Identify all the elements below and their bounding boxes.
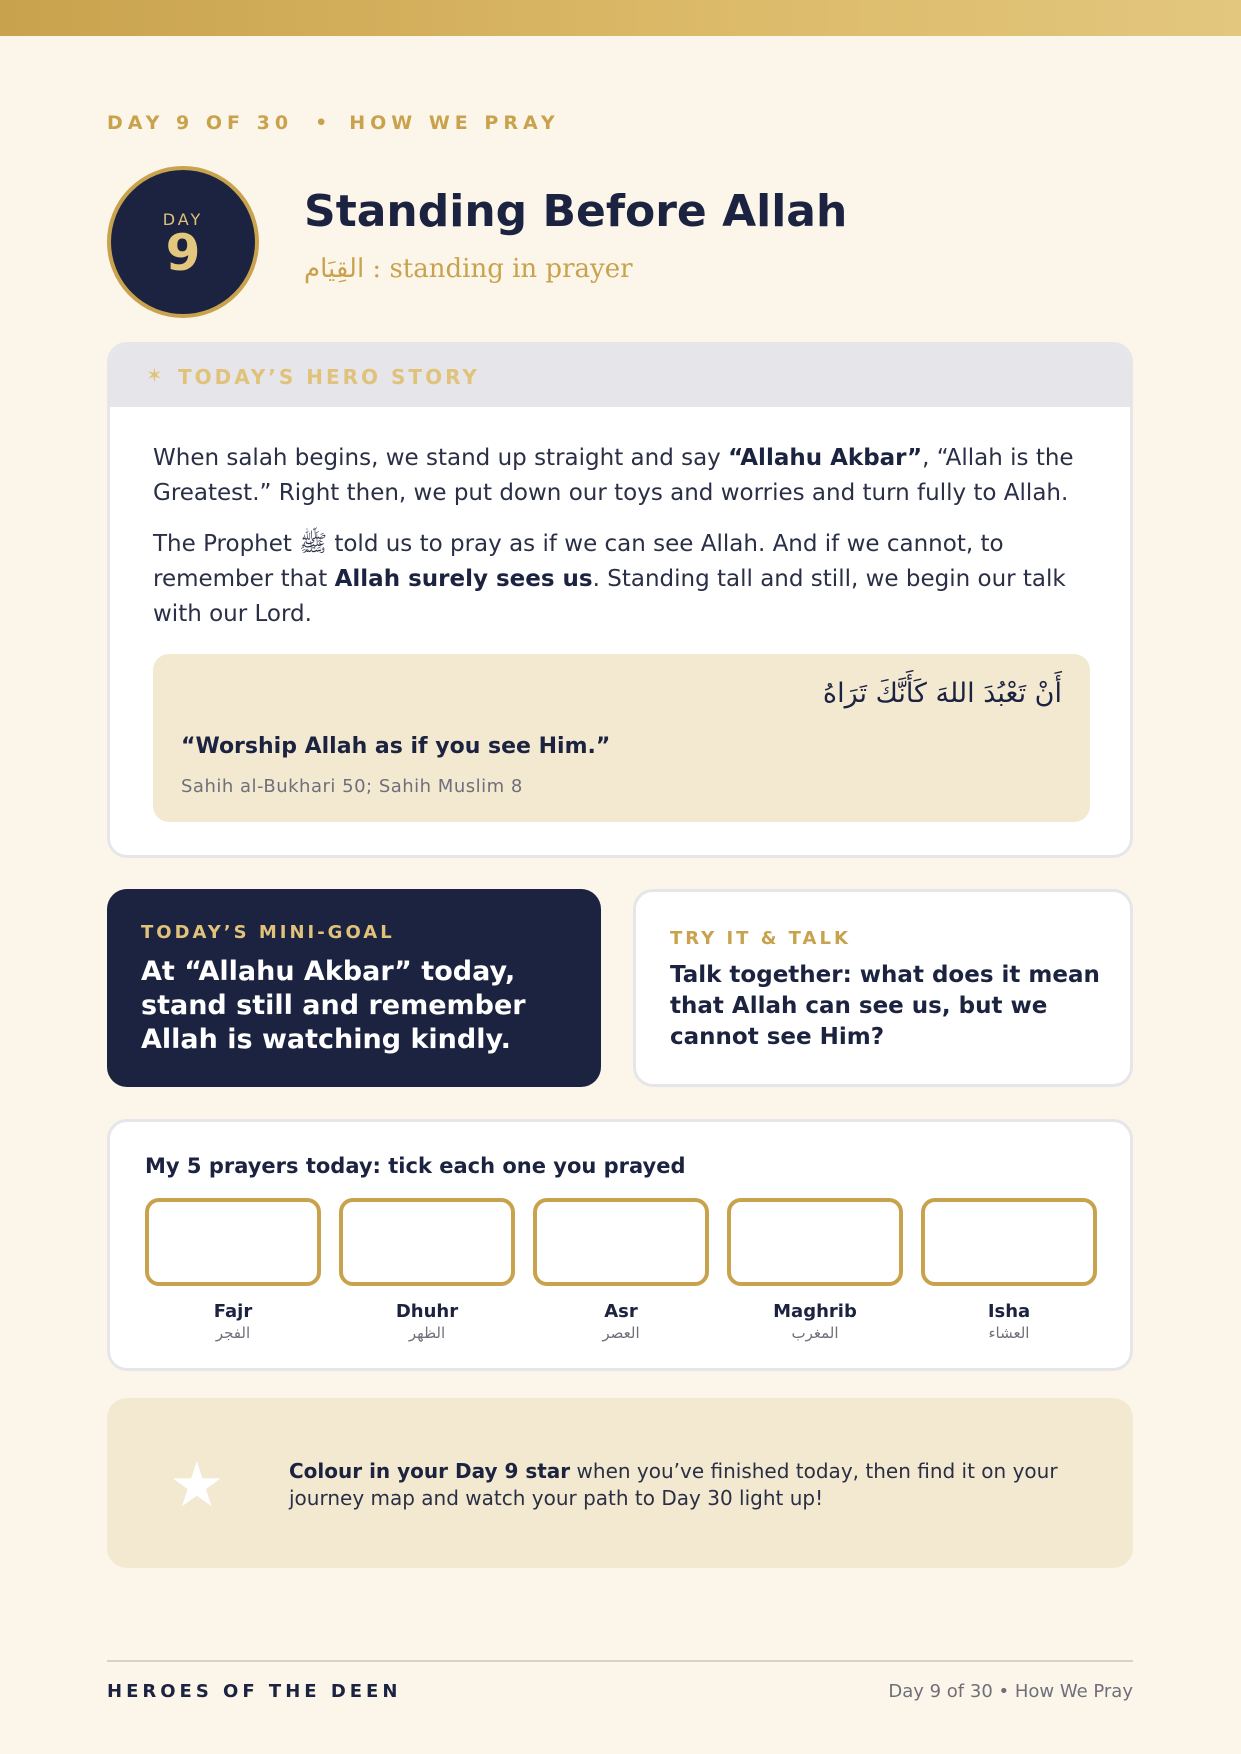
mini-goal-text: At “Allahu Akbar” today, stand still and remember Allah is watching kindly.: [141, 956, 526, 1055]
footer-brand: HEROES OF THE DEEN: [107, 1681, 402, 1702]
banner-emphasis: Colour in your Day 9 star: [289, 1459, 571, 1483]
day-star-banner: [107, 1398, 1133, 1568]
checkbox-isha[interactable]: [921, 1198, 1097, 1286]
story-p2-text-a: The Prophet ﷺ told us to pray as if we can see Allah. And if we cannot, to remember that: [153, 531, 1004, 592]
try-talk-label: TRY IT & TALK: [670, 928, 851, 949]
try-talk-text: Talk together: what does it mean that Allah can see us, but we cannot see Him?: [670, 962, 1100, 1050]
page-title: Standing Before Allah: [304, 186, 848, 237]
hero-story-card: [107, 342, 1133, 858]
story-paragraph-1: [153, 441, 1093, 511]
banner-text: [289, 1458, 1079, 1512]
prayer-tracker-card: [107, 1119, 1133, 1371]
checkbox-fajr[interactable]: [145, 1198, 321, 1286]
story-p1-text-a: When salah begins, we stand up straight and say: [153, 445, 729, 471]
mini-goal-label: TODAY’S MINI-GOAL: [141, 922, 395, 943]
hero-story-heading: TODAY’S HERO STORY: [178, 365, 480, 389]
prayer-name-maghrib: Maghrib: [773, 1301, 857, 1322]
prayer-arabic-isha: العشاء: [988, 1324, 1030, 1342]
prayer-name-dhuhr: Dhuhr: [395, 1301, 459, 1322]
story-paragraph-2: [153, 527, 1093, 632]
kicker-topic: HOW WE PRAY: [349, 112, 560, 134]
prayer-arabic-fajr: الفجر: [215, 1324, 251, 1342]
prayer-tracker-title: My 5 prayers today: tick each one you prayed: [145, 1154, 686, 1178]
kicker-day: DAY 9 OF 30: [107, 112, 294, 134]
star-icon: ★: [169, 1448, 225, 1521]
try-talk-card: [633, 889, 1133, 1087]
prayer-name-isha: Isha: [987, 1301, 1031, 1322]
hadith-arabic: أَنْ تَعْبُدَ اللهَ كَأَنَّكَ تَرَاهُ: [822, 678, 1062, 709]
footer-page-info: Day 9 of 30 • How We Pray: [888, 1681, 1133, 1702]
kicker-separator: •: [315, 112, 328, 134]
page-subtitle: القِيَام : standing in prayer: [304, 254, 633, 284]
day-kicker: [107, 112, 560, 134]
day-badge-number: 9: [165, 224, 201, 282]
day-badge-label: DAY: [162, 210, 204, 229]
prayer-name-asr: Asr: [604, 1301, 638, 1322]
story-p2-text-c: . Standing tall and still, we begin our talk with our Lord.: [153, 566, 1066, 627]
prayer-arabic-dhuhr: الظهر: [408, 1324, 446, 1342]
story-p1-text-c: , “Allah is the Greatest.” Right then, we put down our toys and worries and turn fully to Allah.: [153, 445, 1074, 506]
hadith-source: Sahih al-Bukhari 50; Sahih Muslim 8: [181, 776, 523, 797]
hadith-english: “Worship Allah as if you see Him.”: [181, 734, 611, 759]
prayer-arabic-asr: العصر: [602, 1324, 640, 1342]
top-accent-bar: [0, 0, 1241, 36]
checkbox-dhuhr[interactable]: [339, 1198, 515, 1286]
checkbox-maghrib[interactable]: [727, 1198, 903, 1286]
banner-rest: when you’ve finished today, then find it on your journey map and watch your path to Day 30 light up!: [289, 1459, 1058, 1510]
sparkle-icon: ✶: [146, 363, 163, 387]
story-p1-emphasis: “Allahu Akbar”: [728, 445, 923, 471]
prayer-name-fajr: Fajr: [213, 1301, 253, 1322]
day-badge: [107, 166, 259, 318]
checkbox-asr[interactable]: [533, 1198, 709, 1286]
mini-goal-card: [107, 889, 601, 1087]
hadith-quote-box: [153, 654, 1090, 822]
hero-story-header: [110, 345, 1130, 407]
story-p2-emphasis: Allah surely sees us: [334, 566, 593, 592]
prayer-arabic-maghrib: المغرب: [791, 1324, 839, 1342]
footer-divider: [107, 1660, 1133, 1662]
